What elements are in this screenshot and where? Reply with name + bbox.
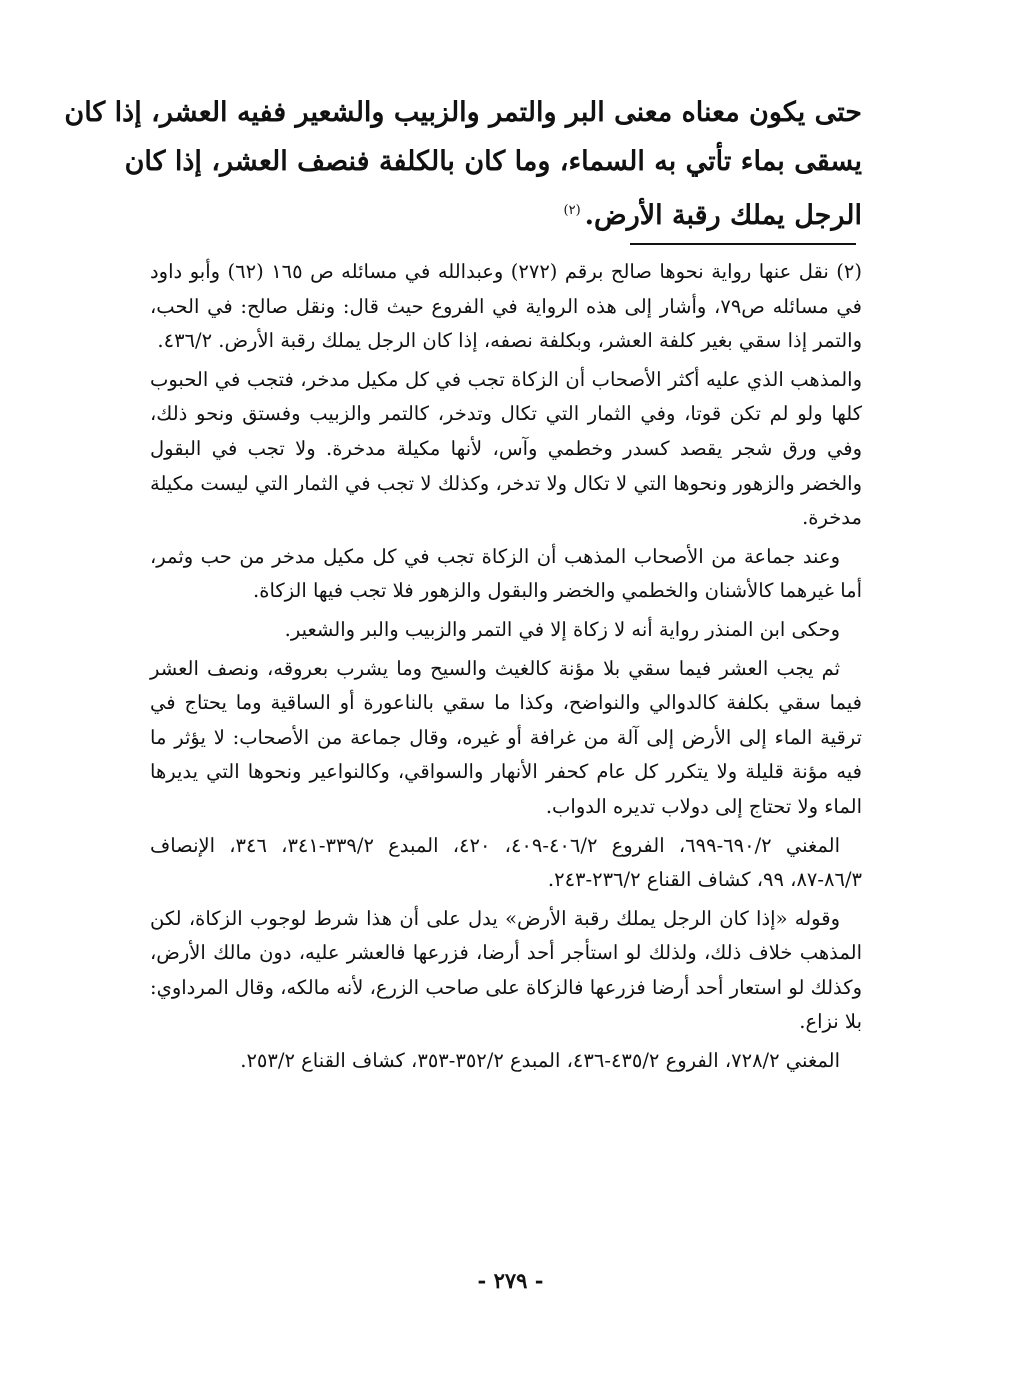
references-paragraph: المغني ٧٢٨/٢، الفروع ٤٣٥/٢-٤٣٦، المبدع ٣٥٢/٢-٣٥٣، كشاف القناع ٢٥٣/٢. <box>240 1049 840 1073</box>
commentary-paragraph: والمذهب الذي عليه أكثر الأصحاب أن الزكاة تجب في كل مكيل مدخر، فتجب في الحبوب كلها ولو لم تكن قوتا، وفي الثمار التي تكال وتدخر، كالتمر والزبيب وفستق ونحو ذلك، وفي ورق شجر يقصد كسدر وخطمي وآس، لأنها مكيلة مدخرة. ولا تجب في البقول والخضر والزهور ونحوها التي لا تكال ولا تدخر، وكذلك لا تجب في الثمار التي ليست مكيلة مدخرة. <box>150 367 862 530</box>
commentary-paragraph: وعند جماعة من الأصحاب المذهب أن الزكاة تجب في كل مكيل مدخر من حب وثمر، أما غيرهما كالأشنان والخطمي والخضر والبقول والزهور فلا تجب فيها الزكاة. <box>150 544 862 603</box>
commentary-paragraph: ثم يجب العشر فيما سقي بلا مؤنة كالغيث والسيح وما يشرب بعروقه، ونصف العشر فيما سقي بكلفة كالدوالي والنواضح، وكذا ما سقي بالناعورة أو الساقية وما يحتاج في ترقية الماء إلى الأرض إلى آلة من غرافة أو غيره، وقال جماعة من الأصحاب: لا يؤثر ما فيه مؤنة قليلة ولا يتكرر كل عام كحفر الأنهار والسواقي، وكالنواعير ونحوها التي يديرها الماء ولا تحتاج إلى دولاب تديره الدواب. <box>150 656 862 818</box>
main-text <box>64 88 862 240</box>
commentary-paragraph: وقوله «إذا كان الرجل يملك رقبة الأرض» يدل على أن هذا شرط لوجوب الزكاة، لكن المذهب خلاف ذلك، ولذلك لو استأجر أحد أرضا، فزرعها فالعشر عليه، دون مالك الأرض، وكذلك لو استعار أحد أرضا فزرعها فالزكاة على صاحب الزرع، لأنه مالكه، وقال المرداوي: بلا نزاع. <box>150 906 862 1034</box>
footnote-separator <box>630 243 856 245</box>
main-text-line: يسقى بماء تأتي به السماء، وما كان بالكلفة فنصف العشر، إذا كان <box>124 146 862 177</box>
references-paragraph: المغني ٦٩٠/٢-٦٩٩، الفروع ٤٠٦/٢-٤٠٩، ٤٢٠، المبدع ٣٣٩/٢-٣٤١، ٣٤٦، الإنصاف ٨٦/٣-٨٧، ٩٩، كشاف القناع ٢٣٦/٢-٢٤٣. <box>150 833 862 892</box>
main-text-line <box>150 186 862 240</box>
main-text-line: حتى يكون معناه معنى البر والتمر والزبيب والشعير ففيه العشر، إذا كان <box>64 97 862 128</box>
footnote-reference: (٢) <box>563 203 581 218</box>
main-text-line-content: الرجل يملك رقبة الأرض. <box>584 200 862 231</box>
footnote-2: (٢) نقل عنها رواية نحوها صالح برقم (٢٧٢) وعبدالله في مسائله ص ١٦٥ (٦٢) وأبو داود في مسائله ص٧٩، وأشار إلى هذه الرواية في الفروع حيث قال: ونقل صالح: في الحب، والتمر إذا سقي بغير كلفة العشر، وبكلفة نصفه، إذا كان الرجل يملك رقبة الأرض. ٤٣٦/٢. <box>150 260 862 353</box>
commentary-paragraph: وحكى ابن المنذر رواية أنه لا زكاة إلا في التمر والزبيب والبر والشعير. <box>284 617 840 641</box>
footnotes <box>150 255 862 1083</box>
page-number: - ٢٧٩ - <box>477 1268 544 1293</box>
